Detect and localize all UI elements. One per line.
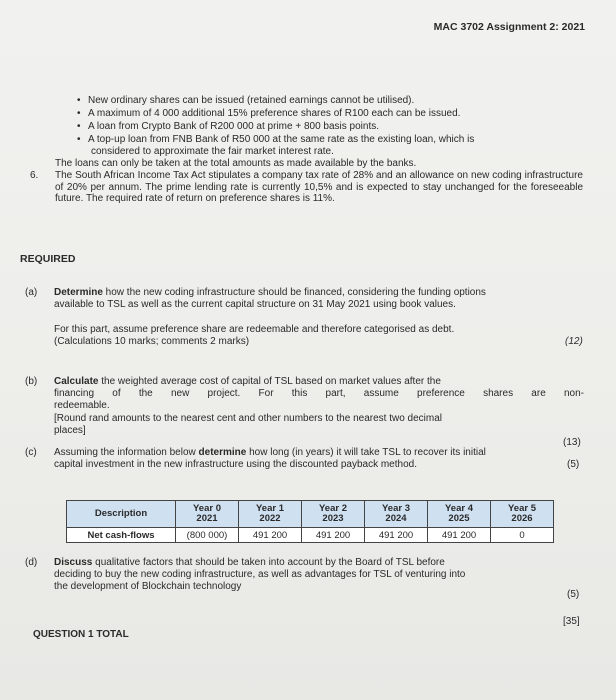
cash-flow-year-2: 491 200 [302, 528, 365, 543]
bullet-fnb-loan: • A top-up loan from FNB Bank of R50 000 at the same rate as the existing loan, which is [88, 134, 474, 146]
year-0-year: 2021 [196, 513, 218, 524]
cash-flow-year-1: 491 200 [239, 528, 302, 543]
part-a-line4: (Calculations 10 marks; comments 2 marks) [54, 336, 250, 347]
part-b-line1 [54, 376, 441, 388]
part-c-line2: capital investment in the new infrastructure using the discounted payback method. [54, 459, 417, 470]
year-5-year: 2026 [511, 513, 533, 524]
part-c-marks: (5) [567, 459, 580, 470]
loans-note: The loans can only be taken at the total amounts as made available by the banks. [55, 158, 417, 169]
part-d-marks: (5) [567, 589, 580, 600]
year-5-label: Year 5 [508, 503, 536, 514]
part-a-label: (a) [25, 287, 38, 298]
part-c-verb: determine [198, 447, 247, 458]
year-1-header [239, 501, 302, 528]
bullet-new-shares: • New ordinary shares can be issued (retained earnings cannot be utilised). [88, 95, 414, 107]
part-d-label: (d) [25, 557, 38, 568]
year-1-label: Year 1 [256, 503, 284, 514]
table-row [67, 528, 554, 543]
year-2-label: Year 2 [319, 503, 347, 514]
part-d-line1-text: qualitative factors that should be taken into account by the Board of TSL before [92, 557, 445, 568]
year-5-header [491, 501, 554, 528]
net-cash-flows-label: Net cash-flows [67, 528, 176, 543]
part-c-label: (c) [25, 447, 37, 458]
part-b-line3: redeemable. [54, 400, 110, 411]
part-d-line1 [54, 557, 445, 569]
question-total-marks: [35] [563, 616, 580, 627]
bullet-fnb-loan-cont: considered to approximate the fair market interest rate. [91, 146, 334, 157]
cash-flow-year-3: 491 200 [365, 528, 428, 543]
cash-flow-year-4: 491 200 [428, 528, 491, 543]
part-b-marks: (13) [563, 437, 581, 448]
part-a-verb: Determine [54, 287, 103, 298]
year-2-year: 2023 [322, 513, 344, 524]
part-a-marks: (12) [565, 336, 583, 347]
year-4-label: Year 4 [445, 503, 473, 514]
year-3-label: Year 3 [382, 503, 410, 514]
year-0-header [176, 501, 239, 528]
part-b-line5: places] [54, 425, 86, 436]
assignment-header: MAC 3702 Assignment 2: 2021 [433, 21, 585, 33]
part-c-line1 [54, 447, 486, 459]
part-b-label: (b) [25, 376, 38, 387]
table-header-row [67, 501, 554, 528]
required-heading: REQUIRED [20, 253, 76, 265]
part-a-line1-text: how the new coding infrastructure should be financed, considering the funding options [102, 287, 486, 298]
description-header: Description [67, 501, 176, 528]
year-1-year: 2022 [259, 513, 281, 524]
question-total-label: QUESTION 1 TOTAL [33, 629, 129, 640]
bullet-crypto-loan: • A loan from Crypto Bank of R200 000 at prime + 800 basis points. [88, 121, 379, 133]
part-b-line1-text: the weighted average cost of capital of TSL based on market values after the [98, 376, 441, 387]
item-6-number: 6. [30, 170, 39, 181]
cash-flow-year-0: (800 000) [176, 528, 239, 543]
item-6-text: The South African Income Tax Act stipulates a company tax rate of 28% and an allowance on new coding infrastructure of 20% per annum. The prime lending rate is currently 10,5% and is expected to stay unchanged for the foreseeable future. The required rate of return on preference shares is 11%. [55, 170, 583, 204]
year-3-year: 2024 [385, 513, 407, 524]
part-d-line3: the development of Blockchain technology [54, 581, 242, 592]
part-b-line2: financing of the new project. For this part, assume preference shares are non- [54, 388, 584, 399]
cash-flow-year-5: 0 [491, 528, 554, 543]
cash-flow-table [66, 500, 554, 543]
part-d-line2: deciding to buy the new coding infrastructure, as well as advantages for TSL of venturing into [54, 569, 466, 580]
part-b-line4: [Round rand amounts to the nearest cent and other numbers to the nearest two decimal [54, 413, 443, 424]
year-4-header [428, 501, 491, 528]
year-0-label: Year 0 [193, 503, 221, 514]
bullet-preference-shares: • A maximum of 4 000 additional 15% preference shares of R100 each can be issued. [88, 108, 460, 120]
part-c-pre: Assuming the information below [54, 447, 199, 458]
year-2-header [302, 501, 365, 528]
year-3-header [365, 501, 428, 528]
part-d-verb: Discuss [54, 557, 93, 568]
year-4-year: 2025 [448, 513, 470, 524]
part-a-line3: For this part, assume preference share are redeemable and therefore categorised as debt. [54, 324, 455, 335]
part-c-post: how long (in years) it will take TSL to recover its initial [246, 447, 486, 458]
part-a-line1 [54, 287, 486, 299]
part-a-line2: available to TSL as well as the current capital structure on 31 May 2021 using book values. [54, 299, 456, 310]
part-b-verb: Calculate [54, 376, 99, 387]
